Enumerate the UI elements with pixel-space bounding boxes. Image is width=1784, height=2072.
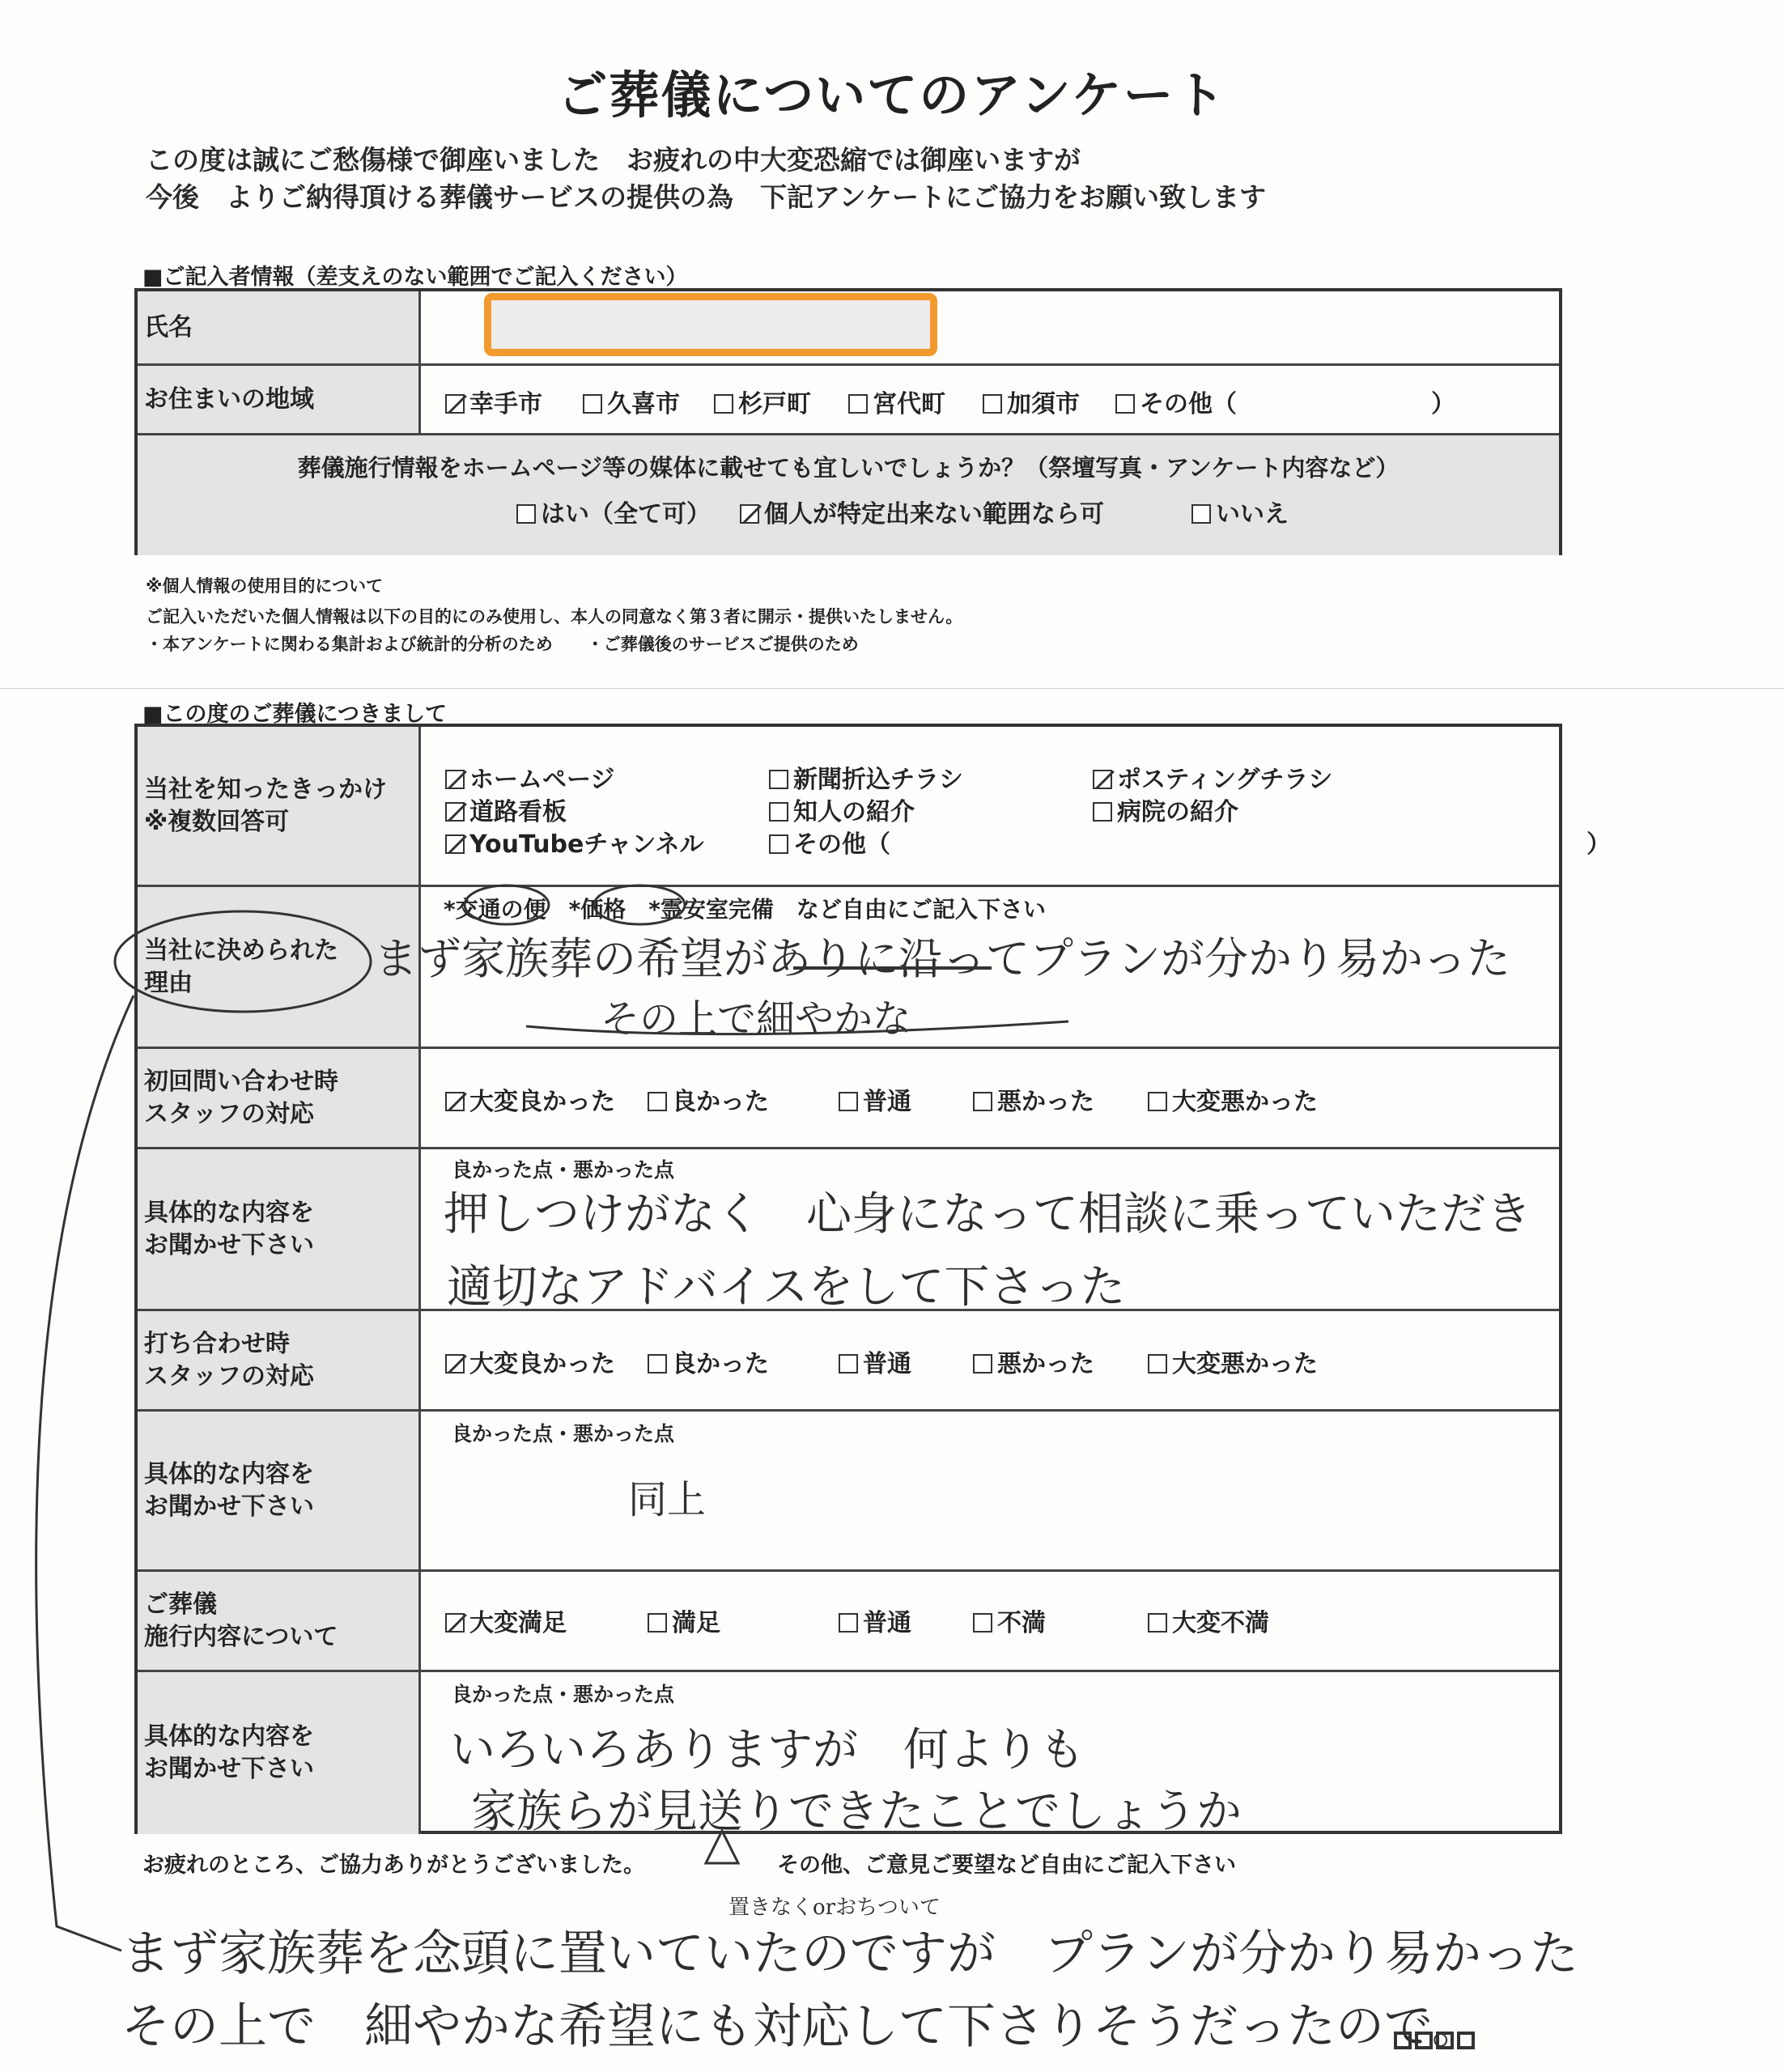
- meeting-detail-label: 具体的な内容を お聞かせ下さい: [138, 1412, 421, 1569]
- option-label: 大変満足: [469, 1609, 567, 1637]
- closing-handwriting-line-2: その上で 細やかな希望にも対応して下さりそうだったので。: [121, 1998, 1480, 2055]
- region-label: お住まいの地域: [138, 366, 421, 433]
- meeting-detail-prompt: 良かった点・悪かった点: [452, 1422, 675, 1446]
- option-label: 満足: [672, 1609, 720, 1637]
- first-detail-handwriting-line-1: 押しつけがなく 心身になって相談に乗っていただき: [444, 1188, 1531, 1241]
- source-option-label: 知人の紹介: [793, 798, 915, 826]
- source-other-close-paren: ）: [1586, 830, 1611, 859]
- option-label: 大変悪かった: [1172, 1088, 1318, 1116]
- publish-option-label: はい（全て可）: [541, 500, 711, 529]
- first-detail-label: 具体的な内容を お聞かせ下さい: [138, 1149, 421, 1309]
- closing-handwriting-line-1: まず家族葬を念頭に置いていたのですが プランが分かり易かった: [121, 1926, 1578, 1982]
- option-label: 普通: [863, 1350, 911, 1378]
- option-label: 大変不満: [1172, 1609, 1269, 1637]
- intro-line-2: 今後 よりご納得頂ける葬儀サービスの提供の為 下記アンケートにご協力をお願い致します: [146, 181, 1267, 213]
- source-option-label: その他（: [793, 830, 890, 859]
- closing-small-note: 置きなくorおちついて: [728, 1896, 941, 1920]
- section-heading-funeral: ■この度のご葬儀につきまして: [142, 702, 447, 727]
- service-detail-handwriting-line-2: 家族らが見送りできたことでしょうか: [471, 1785, 1242, 1838]
- meeting-detail-handwriting: 同上: [628, 1477, 707, 1522]
- meeting-label: 打ち合わせ時 スタッフの対応: [138, 1311, 421, 1409]
- privacy-line-2: ご記入いただいた個人情報は以下の目的にのみ使用し、本人の同意なく第３者に開示・提供いたしません。: [146, 607, 963, 626]
- option-label: 不満: [997, 1609, 1046, 1637]
- name-label: 氏名: [138, 291, 421, 363]
- option-label: 大変悪かった: [1172, 1350, 1318, 1378]
- reason-label-circle: [115, 911, 371, 1012]
- region-option-label: 久喜市: [607, 390, 680, 418]
- qr-code-icon: [1394, 2032, 1478, 2053]
- page-title: ご葬儀についてのアンケート: [557, 66, 1227, 125]
- region-option-label: その他（ ）: [1140, 390, 1455, 418]
- region-option-label: 杉戸町: [738, 390, 811, 418]
- source-option-label: 新聞折込チラシ: [793, 766, 963, 794]
- option-label: 悪かった: [997, 1088, 1094, 1116]
- privacy-line-1: ※個人情報の使用目的について: [146, 576, 383, 596]
- reason-prompt: *交通の便 *価格 *霊安室完備 など自由にご記入下さい: [444, 896, 1046, 923]
- reason-label: 当社に決められた 理由: [138, 887, 421, 1047]
- section-heading-respondent: ■ご記入者情報（差支えのない範囲でご記入ください）: [142, 265, 688, 290]
- privacy-line-3: ・本アンケートに関わる集計および統計的分析のため ・ご葬儀後のサービスご提供のため: [146, 635, 859, 654]
- source-option-label: ホームページ: [469, 766, 615, 794]
- option-label: 大変良かった: [469, 1350, 615, 1378]
- source-option-label: 道路看板: [469, 798, 567, 826]
- option-label: 大変良かった: [469, 1088, 615, 1116]
- service-label: ご葬儀 施行内容について: [138, 1572, 421, 1670]
- option-label: 普通: [863, 1088, 911, 1116]
- intro-line-1: この度は誠にご愁傷様で御座いました お疲れの中大変恐縮では御座いますが: [146, 144, 1081, 176]
- reason-circle-price: [594, 885, 685, 924]
- region-option-label: 加須市: [1007, 390, 1080, 418]
- first-detail-handwriting-line-2: 適切なアドバイスをして下さった: [447, 1261, 1126, 1314]
- service-detail-label: 具体的な内容を お聞かせ下さい: [138, 1672, 421, 1834]
- reason-handwriting-line-1: まず家族葬の希望がありに沿ってプランが分かり易かった: [374, 933, 1510, 984]
- source-option-label: YouTubeチャンネル: [469, 830, 704, 859]
- option-label: 良かった: [672, 1350, 769, 1378]
- region-option-label: 宮代町: [873, 390, 945, 418]
- service-detail-handwriting-line-1: いろいろありますが 何よりも: [450, 1724, 1085, 1777]
- option-label: 悪かった: [997, 1350, 1094, 1378]
- publish-option-label: いいえ: [1216, 500, 1289, 529]
- service-detail-prompt: 良かった点・悪かった点: [452, 1683, 675, 1706]
- publish-option-label: 個人が特定出来ない範囲なら可: [764, 500, 1104, 529]
- source-label: 当社を知ったきっかけ ※複数回答可: [138, 727, 421, 885]
- annotation-arrow-line: [36, 996, 134, 1951]
- closing-thanks: お疲れのところ、ご協力ありがとうございました。: [142, 1853, 645, 1878]
- first-contact-label: 初回問い合わせ時 スタッフの対応: [138, 1049, 421, 1147]
- reason-handwriting-line-2: その上で細やかな: [601, 996, 912, 1042]
- option-label: 普通: [863, 1609, 911, 1637]
- publish-question: 葬儀施行情報をホームページ等の媒体に載せても宜しいでしょうか？（祭壇写真・アンケート内容など）: [297, 454, 1400, 482]
- reason-circle-transport: [465, 885, 549, 924]
- region-option-label: 幸手市: [469, 390, 542, 418]
- reason-underline: [526, 1021, 1068, 1034]
- source-option-label: 病院の紹介: [1117, 798, 1238, 826]
- source-option-label: ポスティングチラシ: [1117, 766, 1333, 794]
- insertion-caret: [706, 1831, 738, 1863]
- closing-other-prompt: その他、ご意見ご要望など自由にご記入下さい: [777, 1853, 1236, 1878]
- option-label: 良かった: [672, 1088, 769, 1116]
- first-detail-prompt: 良かった点・悪かった点: [452, 1158, 675, 1182]
